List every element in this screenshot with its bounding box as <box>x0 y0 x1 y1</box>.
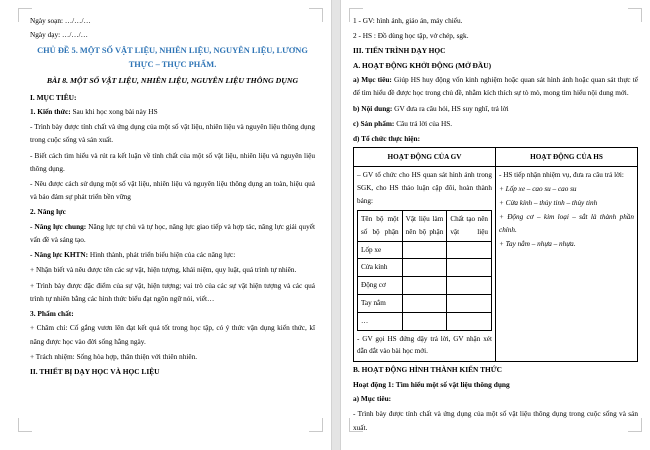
knowledge-bullet: - Biết cách tìm hiểu và rút ra kết luận về tính chất của một số vật liệu, nhiên liệu và nguyên liệu thông dụng. <box>30 150 315 173</box>
knowledge-bullet: - Nêu được cách sử dụng một số vật liệu, nhiên liệu và nguyên liệu thông dụng an toàn, hiệu quả và bảo đảm sự phát triển bền vững <box>30 178 315 202</box>
page-right <box>341 0 650 450</box>
activity-header-hs: HOẠT ĐỘNG CỦA HS <box>496 148 638 167</box>
materials-row <box>358 259 492 277</box>
materials-table <box>357 210 492 331</box>
materials-material-blank[interactable] <box>402 241 447 259</box>
warmup-content-label: b) Nội dung: <box>353 103 393 113</box>
gv-outro-text: - GV gọi HS đứng dậy trả lời, GV nhận xét dẫn dắt vào bài học mới. <box>357 334 492 356</box>
margin-mark-bottom-left <box>18 418 32 432</box>
heading-competencies: 2. Năng lực <box>30 207 66 217</box>
competency-bullet: + Nhận biết và nêu được tên các sự vật, hiện tượng, khái niệm, quy luật, quá trình tự nhiên. <box>30 265 297 275</box>
activity-table <box>353 147 638 362</box>
activity-table-body-row <box>354 167 638 362</box>
materials-part-name: Tay nắm <box>358 294 403 312</box>
materials-material-blank[interactable] <box>402 294 447 312</box>
materials-row <box>358 294 492 312</box>
hs-answer: + Động cơ – kim loại – sắt là thành phần chính. <box>499 212 634 234</box>
materials-material-blank[interactable] <box>402 259 447 277</box>
materials-part-name: Cửa kính <box>358 259 403 277</box>
materials-row <box>358 241 492 259</box>
hs-answer: + Tay nắm – nhựa – nhựa. <box>499 239 576 248</box>
materials-part-name: … <box>358 312 403 330</box>
hs-answer: + Lốp xe – cao su – cao su <box>499 185 577 194</box>
heading-knowledge-formation: B. HOẠT ĐỘNG HÌNH THÀNH KIẾN THỨC <box>353 365 502 375</box>
equipment-item-hs: 2 - HS : Đồ dùng học tập, vở chép, sgk. <box>353 31 469 41</box>
margin-mark-bottom-right <box>309 418 323 432</box>
materials-header-substance: Chất tạo nên vật liệu <box>447 210 492 241</box>
warmup-content-text: GV đưa ra câu hỏi, HS suy nghĩ, trả lời <box>394 103 509 113</box>
materials-substance-blank[interactable] <box>447 277 492 295</box>
competency-khtn-label: - Năng lực KHTN: <box>30 250 89 260</box>
materials-header-part: Tên bộ một số bộ phận <box>358 210 403 241</box>
materials-substance-blank[interactable] <box>447 259 492 277</box>
competency-khtn-text: Hình thành, phát triển biểu hiện của các năng lực: <box>89 250 236 260</box>
activity-table-header-row <box>354 148 638 167</box>
quality-bullet: + Trách nhiệm: Sống hòa hợp, thân thiện với thiên nhiên. <box>30 351 198 361</box>
activity-header-gv: HOẠT ĐỘNG CỦA GV <box>354 148 496 167</box>
warmup-objective <box>353 73 638 99</box>
materials-material-blank[interactable] <box>402 277 447 295</box>
activity-1-objective-text: - Trình bày được tính chất và ứng dụng của một số vật liệu thông dụng trong cuộc sống và sản xuất. <box>353 409 638 432</box>
materials-substance-blank[interactable] <box>447 241 492 259</box>
warmup-objective-label: a) Mục tiêu: <box>353 75 392 85</box>
hs-answer: + Cửa kính – thủy tinh – thủy tinh <box>499 199 598 208</box>
activity-1-objective-label <box>353 392 638 405</box>
warmup-organization-label: d) Tổ chức thực hiện: <box>353 134 421 144</box>
materials-header-row <box>358 210 492 241</box>
activity-cell-hs <box>496 167 638 362</box>
materials-row <box>358 277 492 295</box>
activity-1-objective-label-text: a) Mục tiêu: <box>353 394 392 404</box>
materials-material-blank[interactable] <box>402 312 447 330</box>
hs-intro-text: - HS tiếp nhận nhiệm vụ, đưa ra câu trả lời: <box>499 171 624 180</box>
activity-cell-gv <box>354 167 496 362</box>
materials-substance-blank[interactable] <box>447 312 492 330</box>
heading-objectives: I. MỤC TIÊU: <box>30 92 77 102</box>
warmup-objective-text: Giúp HS huy động vốn kinh nghiệm hoặc quan sát hình ảnh hoặc quan sát thực tế để tìm hiểu đề được học trong chủ đề, nhằm kích thích sự tò mò, mong tìm hiểu nội dung mới. <box>353 75 638 98</box>
heading-warmup-activity: A. HOẠT ĐỘNG KHỞI ĐỘNG (MỞ ĐẦU) <box>353 60 492 70</box>
warmup-organization <box>353 132 638 145</box>
competency-khtn <box>30 248 315 261</box>
equipment-item-gv: 1 - GV: hình ảnh, giáo án, máy chiếu. <box>353 16 463 25</box>
warmup-content <box>353 102 638 115</box>
materials-header-material: Vật liệu làm nên bộ phận <box>402 210 447 241</box>
competency-general <box>30 220 315 246</box>
quality-bullet: + Chăm chỉ: Cố gắng vươn lên đạt kết quả tốt trong học tập, có ý thức vận dụng kiến thức, kĩ năng được học vào đời sống hằng ngày. <box>30 323 315 346</box>
heading-teaching-process: III. TIẾN TRÌNH DẠY HỌC <box>353 46 446 56</box>
materials-row <box>358 312 492 330</box>
knowledge-lead-text: Sau khi học xong bài này HS <box>72 106 158 116</box>
knowledge-label: 1. Kiến thức: <box>30 106 71 116</box>
date-prepared-line: Ngày soạn: …/…/… <box>30 16 91 25</box>
competency-general-text: Năng lực tự chủ và tự học, năng lực giao tiếp và hợp tác, năng lực giải quyết vấn đề và sáng tạo. <box>30 221 315 244</box>
warmup-product <box>353 117 638 130</box>
gv-intro-text: – GV tổ chức cho HS quan sát hình ảnh trong SGK, cho HS thảo luận cặp đôi, hoàn thành bảng: <box>357 171 492 206</box>
heading-activity-1: Hoạt động 1: Tìm hiểu một số vật liệu thông dụng <box>353 379 510 389</box>
materials-substance-blank[interactable] <box>447 294 492 312</box>
warmup-product-text: Câu trả lời của HS. <box>396 118 453 128</box>
page-gutter <box>331 0 341 450</box>
competency-bullet: + Trình bày được đặc điểm của sự vật, hiện tượng; vai trò của các sự vật hiện tượng và các quá trình tự nhiên bằng các hình thức biểu đạt ngôn ngữ nói, viết… <box>30 280 315 303</box>
heading-qualities: 3. Phẩm chất: <box>30 308 74 318</box>
competency-general-label: - Năng lực chung: <box>30 221 87 231</box>
knowledge-lead <box>30 105 315 118</box>
date-taught-line: Ngày dạy: …/…/… <box>30 30 88 39</box>
warmup-product-label: c) Sản phẩm: <box>353 118 395 128</box>
document-main-title: CHỦ ĐỀ 5. MỘT SỐ VẬT LIỆU, NHIÊN LIỆU, NGUYÊN LIỆU, LƯƠNG THỰC – THỰC PHẨM. <box>37 46 308 69</box>
materials-part-name: Lốp xe <box>358 241 403 259</box>
heading-equipment: II. THIẾT BỊ DẠY HỌC VÀ HỌC LIỆU <box>30 366 160 376</box>
knowledge-bullet: - Trình bày được tính chất và ứng dụng của một số vật liệu, nhiên liệu và nguyên liệu thông dụng trong cuộc sống và sản xuất. <box>30 122 315 145</box>
document-sub-title: BÀI 8. MỘT SỐ VẬT LIỆU, NHIÊN LIỆU, NGUYÊN LIỆU THÔNG DỤNG <box>46 76 299 85</box>
materials-part-name: Động cơ <box>358 277 403 295</box>
